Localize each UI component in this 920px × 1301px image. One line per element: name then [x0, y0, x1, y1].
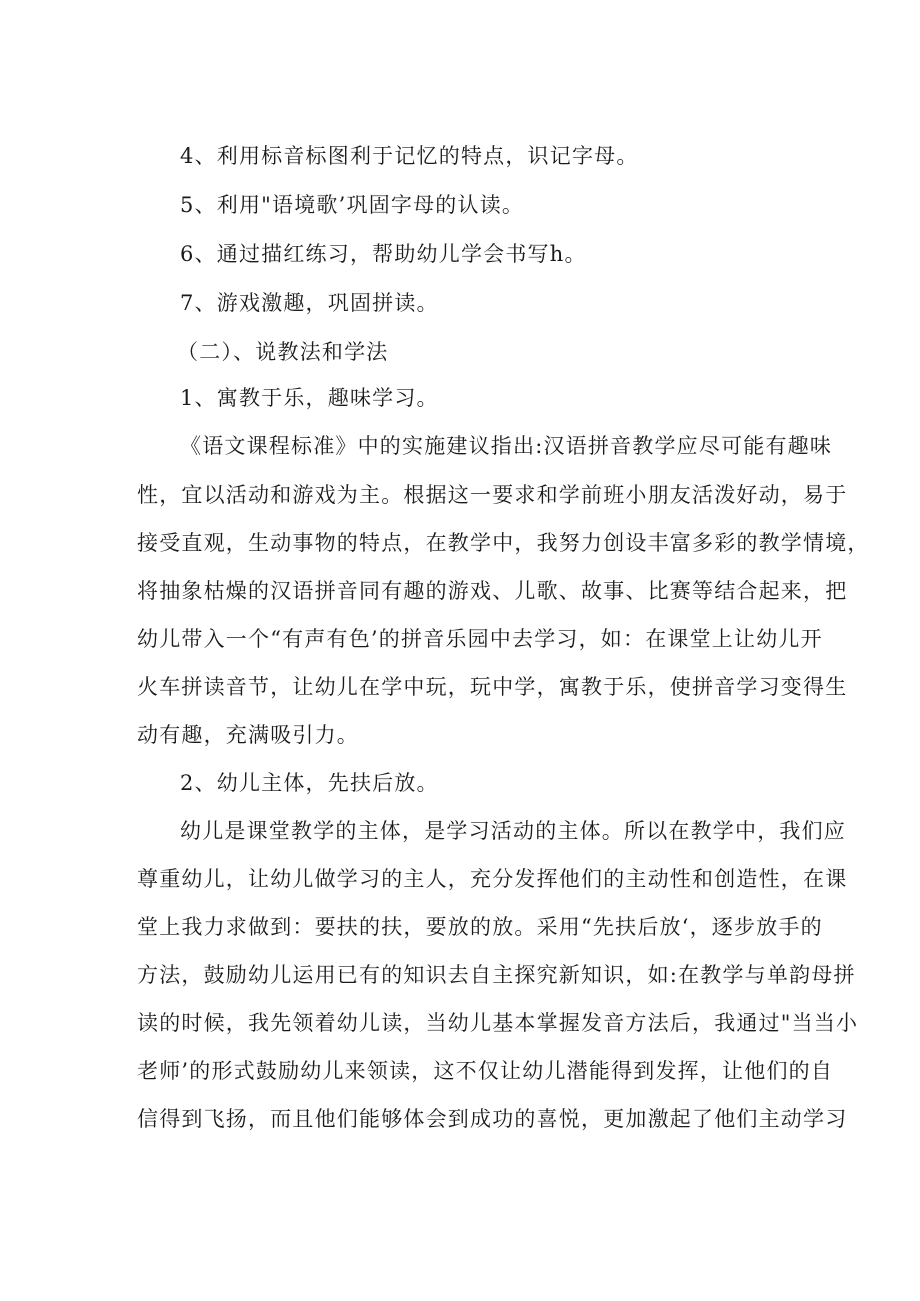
- subheading-1: 1、寓教于乐，趣味学习。: [180, 386, 439, 410]
- list-item-4: 4、利用标音标图利于记忆的特点，识记字母。: [180, 144, 639, 168]
- paragraph-1-line-2: 性，宜以活动和游戏为主。根据这一要求和学前班小朋友活泼好动，易于: [137, 483, 848, 507]
- paragraph-2-line-7: 信得到飞扬，而且他们能够体会到成功的喜悦，更加激起了他们主动学习: [137, 1107, 848, 1131]
- paragraph-1-line-1: 《语文课程标准》中的实施建议指出:汉语拼音教学应尽可能有趣味: [180, 434, 833, 458]
- paragraph-2-line-2: 尊重幼儿，让幼儿做学习的主人，充分发挥他们的主动性和创造性，在课: [137, 867, 848, 891]
- paragraph-2-line-3: 堂上我力求做到：要扶的扶，要放的放。采用“先扶后放‘，逐步放手的: [137, 915, 823, 939]
- paragraph-1-line-4: 将抽象枯燥的汉语拼音同有趣的游戏、儿歌、故事、比赛等结合起来，把: [137, 579, 848, 603]
- paragraph-1-line-6: 火车拼读音节，让幼儿在学中玩，玩中学，寓教于乐，使拼音学习变得生: [137, 675, 848, 699]
- list-item-6: 6、通过描红练习，帮助幼儿学会书写h。: [180, 242, 587, 266]
- paragraph-2-line-4: 方法，鼓励幼儿运用已有的知识去自主探究新知识，如:在教学与单韵母拼: [137, 963, 856, 987]
- paragraph-1-line-5: 幼儿带入一个“有声有色’的拼音乐园中去学习，如：在课堂上让幼儿开: [137, 627, 823, 651]
- subheading-2: 2、幼儿主体，先扶后放。: [180, 771, 439, 795]
- paragraph-2-line-6: 老师’的形式鼓励幼儿来领读，这不仅让幼儿潜能得到发挥，让他们的自: [137, 1059, 834, 1083]
- paragraph-1-line-3: 接受直观，生动事物的特点，在教学中，我努力创设丰富多彩的教学情境，: [137, 531, 870, 555]
- paragraph-2-line-1: 幼儿是课堂教学的主体，是学习活动的主体。所以在教学中，我们应: [180, 819, 846, 843]
- list-item-7: 7、游戏激趣，巩固拼读。: [180, 291, 439, 315]
- paragraph-2-line-5: 读的时候，我先领着幼儿读，当幼儿基本掌握发音方法后，我通过"当当小: [137, 1011, 859, 1035]
- paragraph-1-line-7: 动有趣，充满吸引力。: [137, 723, 359, 747]
- list-item-5: 5、利用"语境歌’巩固字母的认读。: [180, 193, 525, 217]
- section-heading: （二）、说教法和学法: [177, 340, 389, 364]
